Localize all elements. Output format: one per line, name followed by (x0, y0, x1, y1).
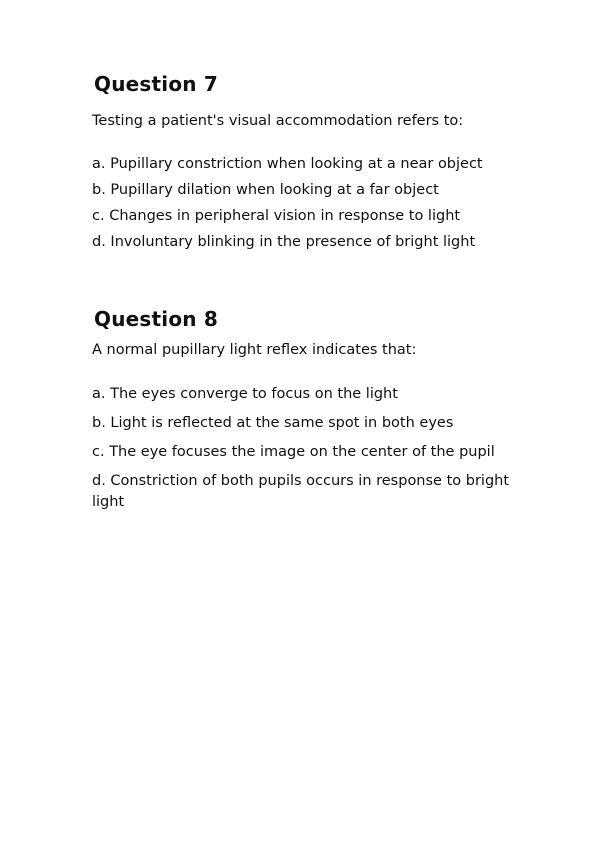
section-spacer (92, 279, 524, 307)
question-stem: A normal pupillary light reflex indicates that: (92, 341, 417, 358)
question-block-7 (92, 72, 524, 253)
option-item: b. Light is reflected at the same spot in both eyes (92, 415, 454, 432)
option-item: d. Involuntary blinking in the presence of bright light (92, 233, 476, 250)
option-item: a. The eyes converge to focus on the light (92, 386, 398, 403)
option-item: d. Constriction of both pupils occurs in response to bright light (92, 473, 510, 511)
question-block-8 (92, 307, 524, 514)
option-item: c. Changes in peripheral vision in response to light (92, 207, 461, 224)
option-list (92, 384, 524, 513)
question-heading: Question 7 (94, 72, 218, 96)
option-item: a. Pupillary constriction when looking at a near object (92, 155, 483, 172)
question-stem: Testing a patient's visual accommodation refers to: (92, 113, 464, 129)
question-heading: Question 8 (94, 306, 218, 331)
option-item: c. The eye focuses the image on the center of the pupil (92, 444, 495, 461)
option-item: b. Pupillary dilation when looking at a far object (92, 181, 439, 198)
option-list (92, 154, 524, 253)
